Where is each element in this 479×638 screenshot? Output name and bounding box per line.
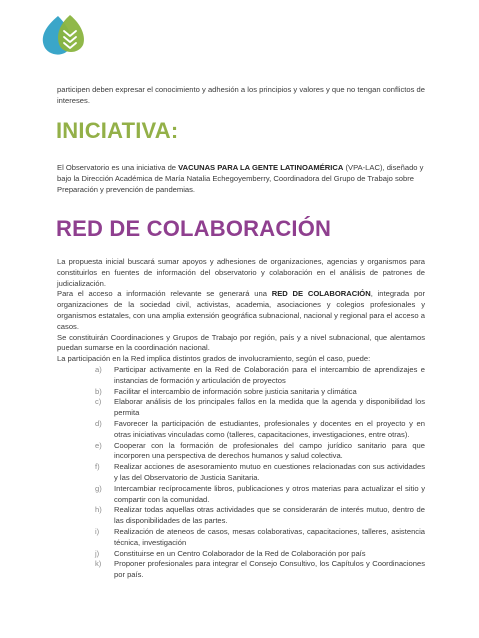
list-marker: j) bbox=[95, 548, 100, 558]
iniciativa-heading: INICIATIVA: bbox=[56, 118, 179, 143]
list-item-text: Facilitar el intercambio de información sobre justicia sanitaria y climática bbox=[114, 386, 357, 396]
red-colaboracion-body bbox=[57, 257, 425, 581]
list-item bbox=[57, 462, 425, 484]
list-item bbox=[57, 441, 425, 463]
participation-list bbox=[57, 365, 425, 581]
list-item-text: Realización de ateneos de casos, mesas colaborativas, capacitaciones, talleres, asistencia técnica, investigación bbox=[114, 526, 425, 547]
list-item-text: Favorecer la participación de estudiantes, profesionales y docentes en el proyecto y en otras iniciativas vinculadas como (talleres, capacitaciones, investigaciones, entre otras). bbox=[114, 418, 425, 439]
iniciativa-text-start: El Observatorio es una iniciativa de bbox=[57, 163, 179, 172]
list-marker: d) bbox=[95, 418, 102, 428]
iniciativa-text-end: (VPA-LAC), diseñado y bajo la Dirección Académica de María Natalia Echegoyemberry, Coordinadora del Grupo de Trabajo sobre Preparación y prevención de pandemias. bbox=[57, 163, 424, 194]
list-item-text: Constituirse en un Centro Colaborador de la Red de Colaboración por país bbox=[114, 548, 366, 558]
iniciativa-org-name: VACUNAS PARA LA GENTE LATINOAMÉRICA bbox=[178, 163, 344, 172]
list-item-text: Realizar todas aquellas otras actividades que se considerarán de interés mutuo, dentro de las disponibilidades de las partes. bbox=[114, 505, 425, 526]
red-p2-bold: RED DE COLABORACIÓN bbox=[271, 289, 371, 299]
list-marker: a) bbox=[95, 364, 102, 374]
list-item-text: Realizar acciones de asesoramiento mutuo en cuestiones relacionadas con sus actividades y las del Observatorio de Justicia Sanitaria. bbox=[114, 462, 425, 482]
red-paragraph-1: La propuesta inicial buscará sumar apoyos y adhesiones de organizaciones, agencias y organismos para constituirlos en fuentes de información del observatorio y colaboración en el análisis de patrones de judicialización. bbox=[57, 257, 425, 288]
list-item-text: Intercambiar recíprocamente libros, publicaciones y otros materias para actualizar el sitio y compartir con la comunidad. bbox=[114, 483, 425, 504]
list-item bbox=[57, 527, 425, 549]
list-item-text: Elaborar análisis de los principales fallos en la medida que la agenda y disponibilidad los permita bbox=[114, 397, 425, 418]
list-item bbox=[57, 419, 425, 441]
list-marker: c) bbox=[95, 397, 102, 407]
list-marker: b) bbox=[95, 386, 102, 396]
list-marker: i) bbox=[95, 526, 100, 536]
red-p2-start: Para el acceso a información relevante se generará una bbox=[57, 289, 272, 299]
list-item bbox=[57, 387, 425, 398]
iniciativa-paragraph bbox=[57, 163, 425, 195]
list-item-text: Cooperar con la formación de profesionales del campo jurídico sanitario para que incorporen una perspectiva de derechos humanos y salud colectiva. bbox=[114, 440, 425, 461]
red-paragraph-4: La participación en la Red implica distintos grados de involucramiento, según el caso, puede: bbox=[57, 354, 371, 364]
list-item bbox=[57, 549, 425, 560]
red-paragraph-2 bbox=[57, 289, 425, 332]
list-item bbox=[57, 397, 425, 419]
red-paragraph-3: Se constituirán Coordinaciones y Grupos de Trabajo por región, país y a nivel subnacional, que alentamos puedan sumarse en la coordinación nacional. bbox=[57, 332, 425, 353]
red-p2-end: , integrada por organizaciones de la sociedad civil, activistas, academia, asociaciones y colegios profesionales y organismos estatales, con una amplia extensión geográfica subnacional, nacional y regional para el acceso a casos. bbox=[57, 289, 425, 331]
list-item bbox=[57, 505, 425, 527]
list-item bbox=[57, 365, 425, 387]
intro-paragraph: participen deben expresar el conocimiento y adhesión a los principios y valores y que no tengan conflictos de intereses. bbox=[57, 85, 425, 105]
list-marker: f) bbox=[95, 462, 100, 472]
list-marker: h) bbox=[95, 505, 102, 515]
list-item-text: Proponer profesionales para integrar el Consejo Consultivo, los Capítulos y Coordinaciones por país. bbox=[114, 559, 425, 580]
list-marker: e) bbox=[95, 440, 102, 450]
list-item bbox=[57, 559, 425, 581]
red-colaboracion-heading: RED DE COLABORACIÓN bbox=[56, 216, 332, 241]
list-item-text: Participar activamente en la Red de Colaboración para el intercambio de aprendizajes e instancias de formación y articulación de proyectos bbox=[114, 364, 425, 385]
observatory-logo-icon bbox=[40, 14, 86, 58]
list-marker: k) bbox=[95, 559, 102, 569]
list-item bbox=[57, 484, 425, 506]
list-marker: g) bbox=[95, 483, 102, 493]
